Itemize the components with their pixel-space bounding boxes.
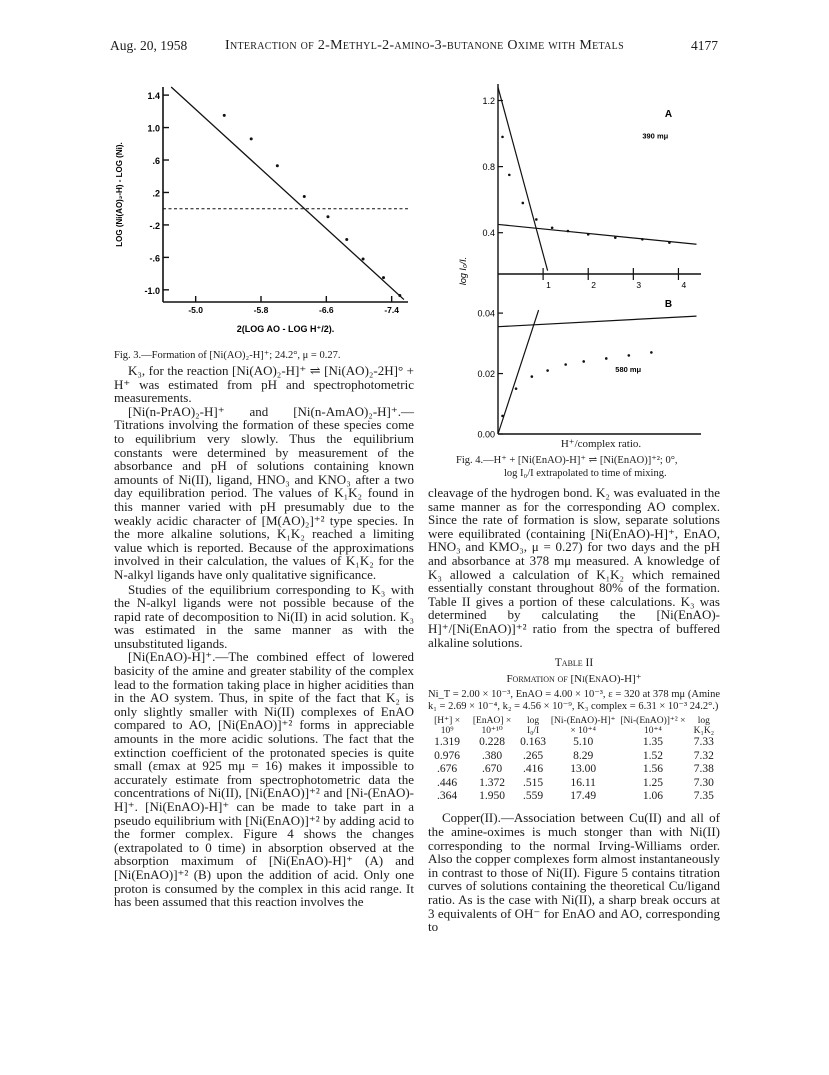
figure-4-caption-line1: Fig. 4.—H⁺ + [Ni(EnAO)-H]⁺ ⇌ [Ni(EnAO)]⁺²; 0°, — [456, 455, 678, 466]
table-row — [428, 750, 720, 763]
x-tick-label: 1 — [546, 280, 551, 290]
data-point — [668, 241, 671, 244]
data-point — [582, 360, 585, 363]
table-cell: 8.29 — [573, 749, 594, 762]
y-axis-label: log I₀/I. — [458, 256, 468, 286]
table-row — [428, 777, 720, 790]
data-point — [362, 258, 365, 261]
table-header-cell: [EnAO] × 10⁺¹⁰ — [472, 716, 512, 736]
right-paragraph-1: cleavage of the hydrogen bond. K₂ was evaluated in the same manner as for the corresponding AO complex. Since the rate of formation is slow, separate solutions were equilibrated (containing [Ni(EnAO)-H]⁺, EnAO, HNO₃ and KMO₃, μ = 0.27) for two days and the pH and absorbance at 378 mμ measured. A knowledge of K₃ allowed a calculation of K₁K₂ which remained essentially constant throughout 80% of the formation. Table II gives a portion of these calculations. K₃ was determined by calculating the [Ni(EnAO)-H]⁺/[Ni(EnAO)]⁺² ratio from the spectra of buffered alkaline solutions. — [428, 485, 720, 650]
y-tick-label: 1.0 — [147, 123, 160, 134]
data-point — [515, 387, 518, 390]
table-cell: 7.33 — [693, 736, 714, 749]
data-point — [567, 230, 570, 233]
x-tick-label: -5.8 — [253, 305, 269, 315]
table-cell: .380 — [481, 749, 503, 762]
table-cell: 1.56 — [642, 763, 663, 776]
panel-b-label: B — [664, 299, 673, 311]
left-paragraph-3: Studies of the equilibrium corresponding to K₃ with the N-alkyl ligands were not possible because of the rapid rate of decomposition to Ni(II) in acid solution. K₃ was estimated in the same manner as with the unsubstituted ligands. — [114, 581, 414, 651]
figure-4-caption — [456, 438, 726, 480]
data-point — [398, 294, 401, 297]
data-point — [650, 351, 653, 354]
panel-b-wavelength-label: 580 mμ — [615, 365, 642, 375]
data-point — [551, 226, 554, 229]
y-tick-label: -.6 — [149, 253, 160, 264]
table-cell: 7.30 — [693, 776, 714, 789]
table-cell: 1.25 — [642, 776, 663, 789]
table-2-note: Ni_T = 2.00 × 10⁻³, EnAO = 4.00 × 10⁻³, ε = 320 at 378 mμ (Amine k₁ = 2.69 × 10⁻⁴, k₂ = 4.56 × 10⁻⁹, K₃ complex = 6.31 × 10⁻³ 24.2°.) — [428, 689, 720, 713]
table-header-cell: [Ni-(EnAO)-H]⁺ × 10⁺⁴ — [550, 716, 616, 736]
data-point — [508, 174, 511, 177]
panel-a-steep-line — [498, 87, 548, 270]
table-cell: 5.10 — [573, 736, 594, 749]
y-tick-label: 0.4 — [482, 228, 495, 239]
data-point — [535, 218, 538, 221]
data-point — [501, 415, 504, 418]
fit-line — [171, 87, 404, 300]
data-point — [641, 238, 644, 241]
y-tick-label: 0.00 — [477, 429, 495, 440]
y-tick-label: 0.02 — [477, 369, 495, 380]
data-point — [501, 136, 504, 139]
table-cell: .676 — [437, 763, 458, 776]
figure-3-chart — [108, 82, 418, 352]
data-point — [522, 202, 525, 205]
header-date: Aug. 20, 1958 — [110, 38, 188, 53]
table-header-cell: log K₁K₂ — [693, 716, 715, 736]
table-row — [428, 790, 720, 803]
data-point — [326, 215, 329, 218]
y-tick-label: -.2 — [149, 220, 160, 231]
table-header-cell: [H⁺] × 10⁹ — [434, 716, 461, 736]
y-tick-label: 1.2 — [482, 96, 495, 107]
left-paragraph-1: K₃, for the reaction [Ni(AO)₂-H]⁺ ⇌ [Ni(AO)₂-2H]° + H⁺ was estimated from pH and spectrophotometric measurements. — [114, 363, 414, 406]
header-title: Interaction of 2-Methyl-2-amino-3-butanone Oxime with Metals — [225, 38, 624, 53]
table-cell: .364 — [437, 789, 458, 802]
y-tick-label: 1.4 — [147, 91, 160, 102]
table-cell: .559 — [523, 789, 544, 802]
data-point — [250, 137, 253, 140]
y-tick-label: .2 — [152, 188, 160, 199]
figure-4-caption-line2: log I₀/I extrapolated to time of mixing. — [504, 468, 667, 479]
y-tick-label: 0.04 — [477, 308, 495, 319]
left-paragraph-2: [Ni(n-PrAO)₂-H]⁺ and [Ni(n-AmAO)₂-H]⁺.—Titrations involving the formation of these species come to equilibrium very slowly. Thus the equilibrium constants were determined by measurement of the absorbance and pH of solutions containing known amounts of Ni(II), ligand, HNO₃ and KNO₃ after a two day equilibration period. The values of K₁K₂ found in this manner varied with pH presumably due to the weakly acidic character of [M(AO)₂]⁺² type species. In the more alkaline solutions, K₁K₂ reached a limiting value which is reported. Because of the approximations involved in their calculation, the values of K₁K₂ for the N-alkyl ligands have only qualitative significance. — [114, 403, 414, 582]
table-cell: 7.32 — [693, 749, 714, 762]
data-point — [546, 369, 549, 372]
x-axis-label: 2(LOG AO - LOG H⁺/2). — [236, 324, 335, 334]
table-2-title: Table II — [554, 657, 594, 670]
table-cell: 1.372 — [479, 776, 505, 789]
data-point — [605, 357, 608, 360]
table-cell: 13.00 — [570, 763, 597, 776]
table-cell: 0.976 — [434, 749, 461, 762]
figure-3-caption: Fig. 3.—Formation of [Ni(AO)₂-H]⁺; 24.2°, μ = 0.27. — [114, 350, 341, 361]
table-cell: 1.950 — [479, 789, 505, 802]
data-point — [382, 276, 385, 279]
table-cell: 0.163 — [520, 736, 547, 749]
table-row — [428, 763, 720, 776]
table-cell: .416 — [523, 763, 544, 776]
table-cell: 1.06 — [642, 789, 663, 802]
panel-b-steep-line — [498, 310, 539, 434]
data-point — [303, 195, 306, 198]
table-header-cell: log I₀/I — [526, 716, 540, 736]
data-point — [345, 238, 348, 241]
table-cell: 1.319 — [434, 736, 461, 749]
table-2 — [428, 717, 720, 803]
table-cell: 1.35 — [642, 736, 663, 749]
data-point — [564, 363, 567, 366]
data-point — [276, 164, 279, 167]
header-page-number: 4177 — [691, 38, 718, 53]
table-cell: 16.11 — [570, 776, 596, 789]
table-cell: 7.38 — [693, 763, 714, 776]
table-header-cell: [Ni-(EnAO)]⁺² × 10⁺⁴ — [620, 716, 686, 736]
y-tick-label: .6 — [152, 156, 160, 167]
panel-a-shallow-line — [498, 224, 696, 244]
table-cell: 17.49 — [570, 789, 597, 802]
data-point — [614, 236, 617, 239]
running-header — [110, 38, 718, 58]
panel-a-label: A — [664, 109, 673, 121]
right-paragraph-2: Copper(II).—Association between Cu(II) and all of the amine-oximes is much stonger than with Ni(II) corresponding to the normal Irving-Williams order. Also the copper complexes form almost instantaneously in contrast to those of Ni(II). Figure 5 contains titration curves of solutions containing the theoretical Cu/ligand ratio. As is the case with Ni(II), a sharp break occurs at 3 equivalents of OH⁻ for EnAO and AO, corresponding to — [428, 810, 720, 935]
data-point — [587, 233, 590, 236]
table-header-row — [428, 717, 720, 736]
y-tick-label: -1.0 — [144, 285, 160, 296]
data-point — [223, 114, 226, 117]
data-point — [628, 354, 631, 357]
x-tick-label: 2 — [591, 280, 596, 290]
right-column — [428, 486, 720, 934]
x-tick-label: -5.0 — [188, 305, 203, 315]
x-tick-label: 4 — [681, 280, 687, 290]
figure-4-chart — [456, 76, 716, 441]
figure-4-x-axis-label: H⁺/complex ratio. — [560, 438, 642, 450]
table-cell: .265 — [523, 749, 544, 762]
panel-a-wavelength-label: 390 mμ — [642, 131, 669, 141]
table-cell: .446 — [437, 776, 458, 789]
y-axis-label: LOG (Ni(AO)₂-H) - LOG (Ni). — [115, 142, 124, 247]
x-tick-label: -7.4 — [384, 305, 399, 315]
table-cell: 0.228 — [479, 736, 505, 749]
y-tick-label: 0.8 — [482, 162, 495, 173]
data-point — [531, 375, 534, 378]
left-column — [114, 364, 414, 909]
panel-b-shallow-line — [498, 316, 696, 327]
table-cell: .670 — [481, 763, 503, 776]
table-cell: .515 — [523, 776, 544, 789]
table-row — [428, 736, 720, 749]
table-cell: 1.52 — [642, 749, 663, 762]
x-tick-label: 3 — [636, 280, 642, 290]
table-2-subtitle: Formation of [Ni(EnAO)-H]⁺ — [506, 672, 642, 685]
left-paragraph-4: [Ni(EnAO)-H]⁺.—The combined effect of lowered basicity of the amine and greater stability of the complex lead to the formation taking place in higher acidities than in the AO system. Thus, in spite of the fact that K₂ is only slightly smaller with Ni(II) complexes of EnAO compared to AO, [Ni(EnAO)]⁺² forms in appreciable amounts in the more acidic solutions. The fact that the extinction coefficient of the protonated species is quite small (εmax at 925 mμ = 16) makes it impossible to accurately estimate from spectrophotometric data the concentrations of Ni(II), [Ni(EnAO)]⁺² and [Ni-(EnAO)-H]⁺. [Ni(EnAO)-H]⁺ can be made to take part in a pseudo equilibrium with [Ni(EnAO)]⁺² by adding acid to the former complex. Figure 4 shows the changes (extrapolated to 0 time) in absorption observed at the absorption maximum of [Ni(EnAO)-H]⁺ (A) and [Ni(EnAO)]⁺² (B) upon the addition of acid. Only one proton is consumed by the complex in this acid range. It has been assumed that this reaction involves the — [114, 649, 414, 910]
x-tick-label: -6.6 — [319, 305, 334, 315]
table-cell: 7.35 — [693, 789, 714, 802]
